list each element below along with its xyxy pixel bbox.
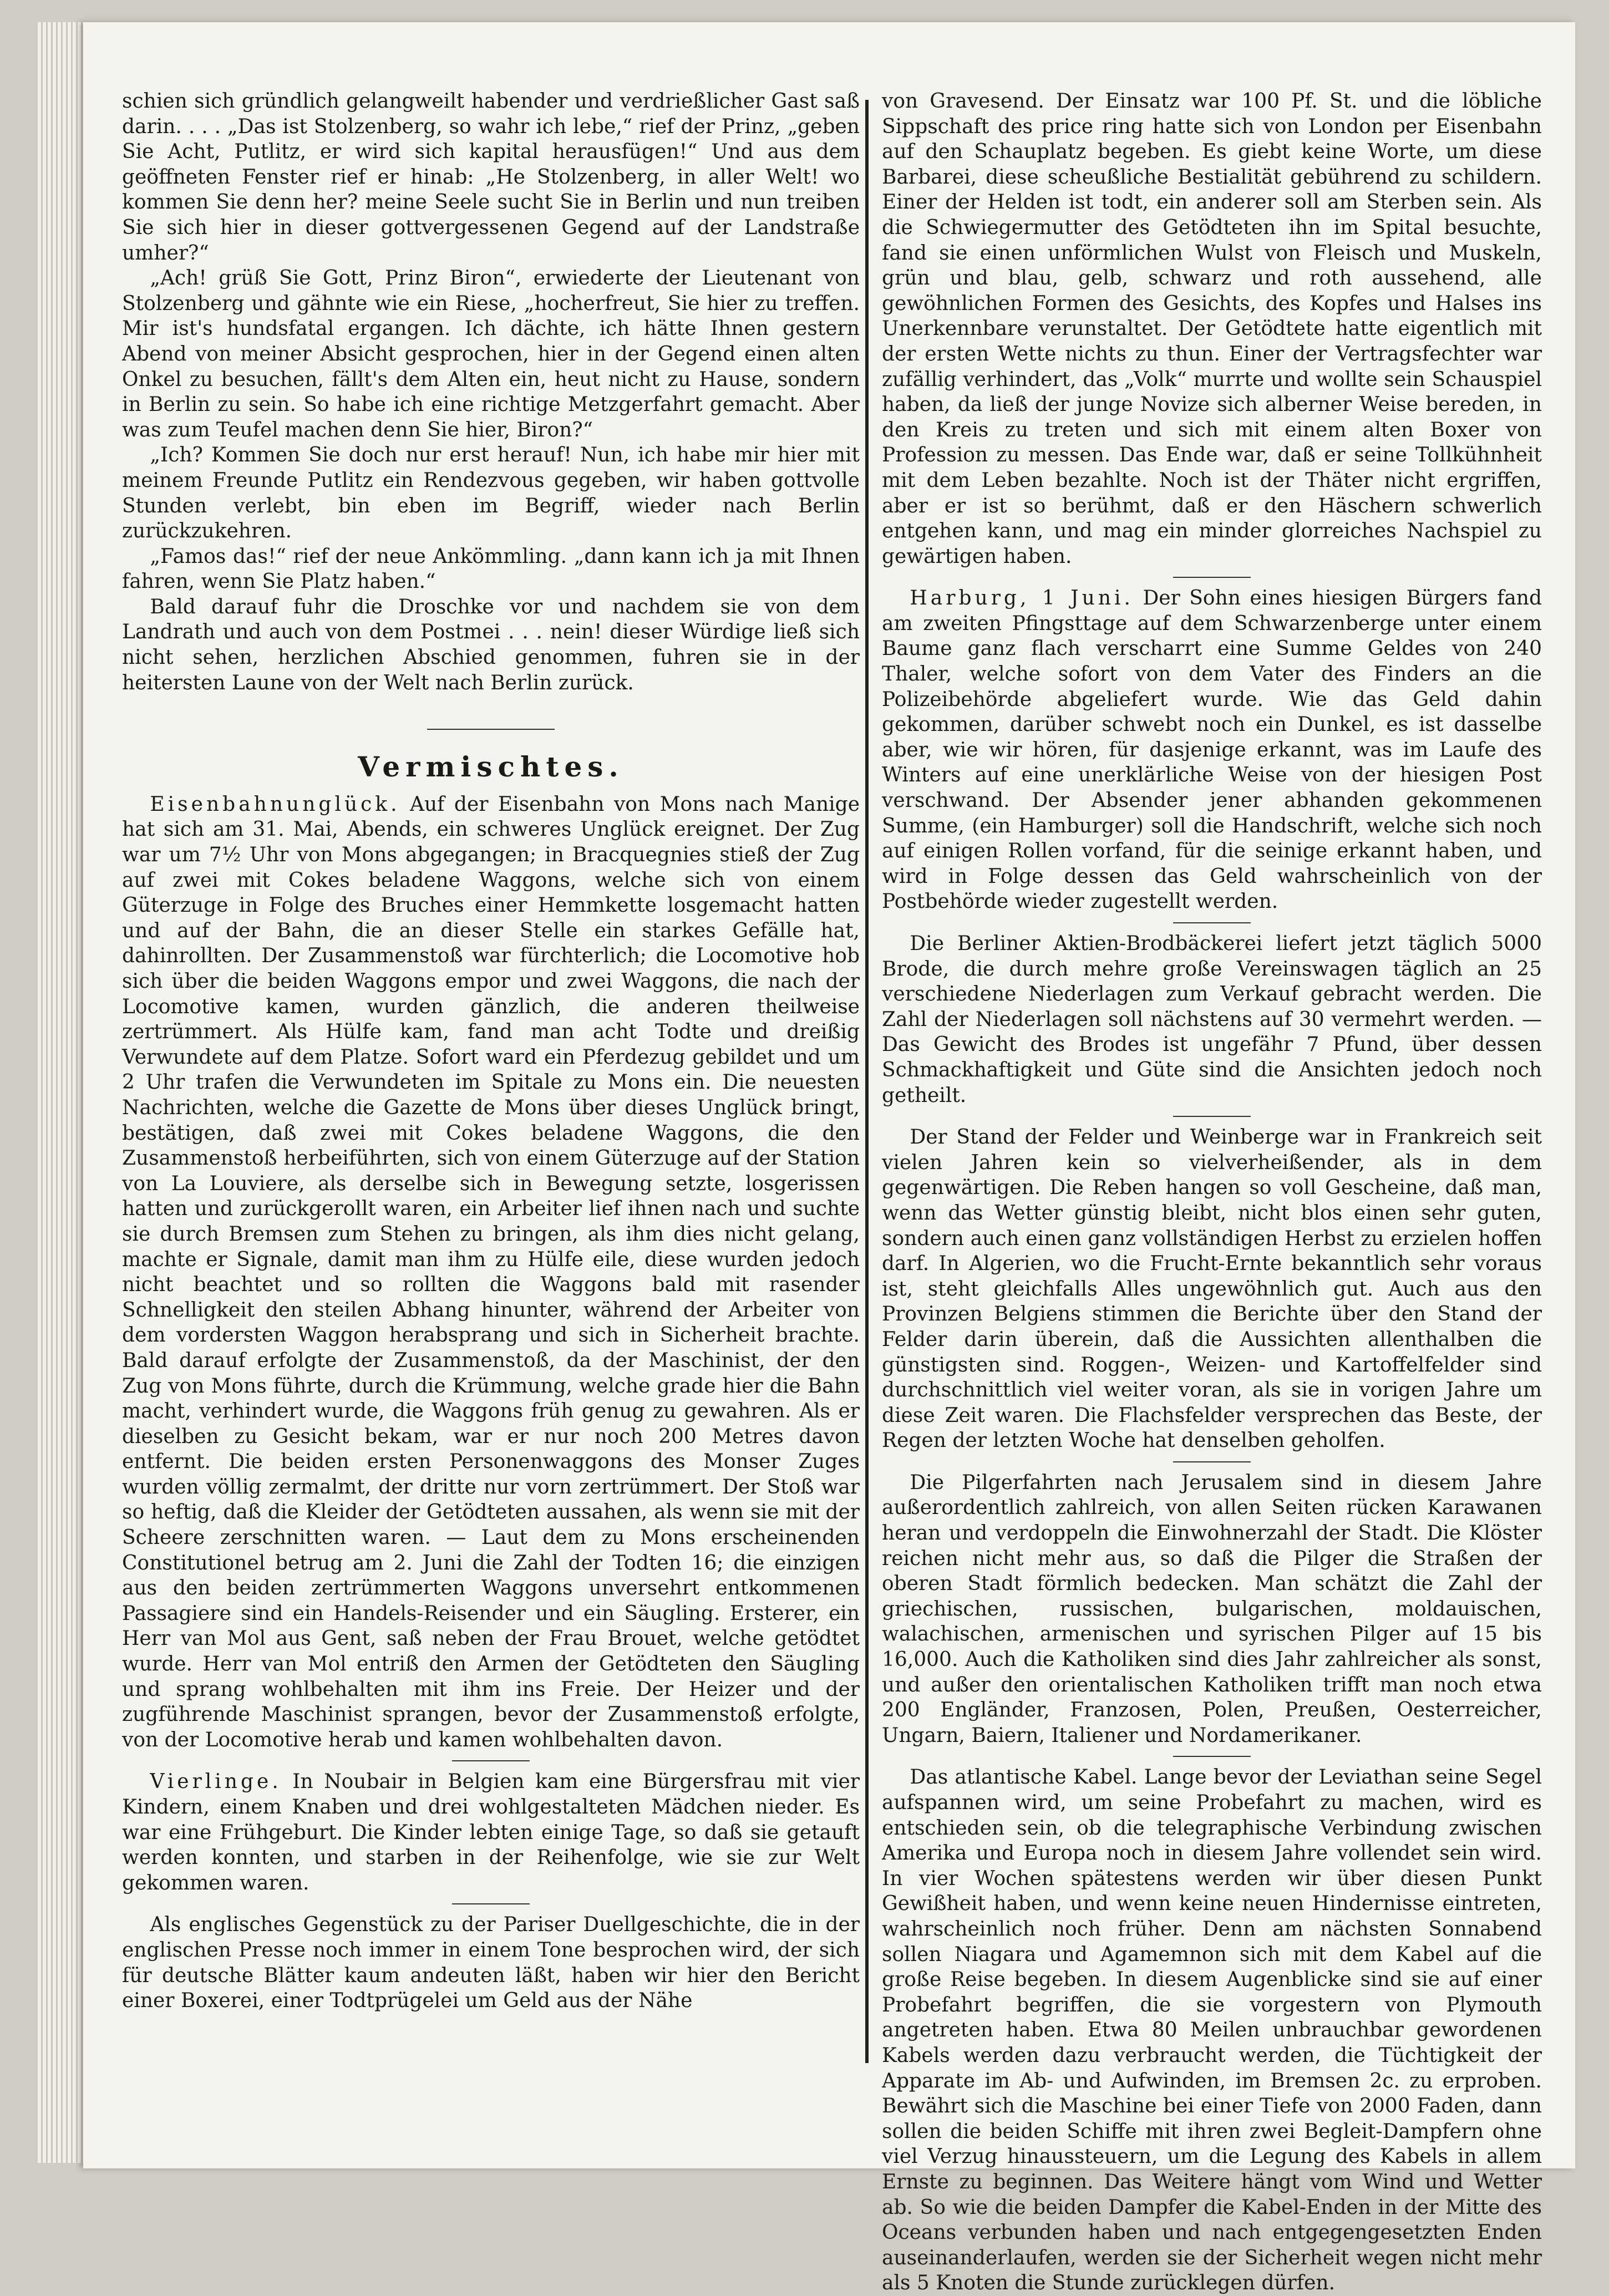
news-item-body: Der Sohn eines hiesigen Bürgers fand am zweiten Pfingsttage auf dem Schwarzenberge unter einem Baume ganz flach verscharrt eine Summe Geldes von 240 Thaler, welche sofort von dem Vater des Finders an die Polizeibehörde abgeliefert wurde. Wie das Geld dahin gekommen, darüber schwebt noch ein Dunkel, es ist dasselbe aber, wie wir hören, für dasjenige erkannt, was im Laufe des Winters auf eine unerklärliche Weise von der hiesigen Post verschwand. Der Absender jener abhanden gekommenen Summe, (ein Hamburger) soll die Handschrift, welche sich noch auf einigen Rollen vorfand, für die seinige erkannt haben, und wird in Folge dessen das Geld wahrscheinlich von der Postbehörde wieder zugestellt werden. (882, 587, 1542, 913)
news-item (122, 792, 860, 1753)
news-item-lead: Eisenbahnunglück. (150, 793, 400, 816)
story-paragraph: Bald darauf fuhr die Droschke vor und nachdem sie von dem Landrath und auch von dem Postmei . . . nein! dieser Würdige ließ sich nicht sehen, herzlichen Abschied genommen, fuhren sie in der heitersten Laune von der Welt nach Berlin zurück. (122, 595, 860, 694)
story-paragraph: schien sich gründlich gelangweilt habender und verdrießlicher Gast saß darin. . . . „Das ist Stolzenberg, so wahr ich lebe,“ rief der Prinz, „geben Sie Acht, Putlitz, er wird sich kapital herausfügen!“ Und aus dem geöffneten Fenster rief er hinab: „He Stolzenberg, in aller Welt! wo kommen Sie denn her? meine Seele sucht Sie in Berlin und nun treiben Sie sich hier in dieser gottvergessenen Gegend auf der Landstraße umher?“ (122, 90, 860, 265)
story-paragraph: „Ach! grüß Sie Gott, Prinz Biron“, erwiederte der Lieutenant von Stolzenberg und gähnte wie ein Riese, „hocherfreut, Sie hier zu treffen. Mir ist's hundsfatal ergangen. Ich dächte, ich hätte Ihnen gestern Abend von meiner Absicht gesprochen, hier in der Gegend einen alten Onkel zu besuchen, fällt's dem Alten ein, heut nicht zu Hause, sondern in Berlin zu sein. So habe ich eine richtige Metzgerfahrt gemacht. Aber was zum Teufel machen denn Sie hier, Biron?“ (122, 267, 860, 441)
column-divider (865, 100, 869, 2063)
item-separator (452, 1903, 530, 1904)
item-separator (1173, 1116, 1251, 1117)
news-item: von Gravesend. Der Einsatz war 100 Pf. St. und die löbliche Sippschaft des price ring hatte sich von London per Eisenbahn auf den Schauplatz begeben. Es giebt keine Worte, um diese Barbarei, diese scheußliche Bestialität gebührend zu schildern. Einer der Helden ist todt, ein anderer soll am Sterben sein. Als die Schwiegermutter des Getödteten ihn im Spital besuchte, fand sie einen unförmlichen Wulst von Fleisch und Muskeln, grün und blau, gelb, schwarz und roth aussehend, alle gewöhnlichen Formen des Gesichts, des Kopfes und Halses ins Unerkennbare verunstaltet. Der Getödtete hatte eigentlich mit der ersten Wette nichts zu thun. Einer der Vertragsfechter war zufällig verhindert, das „Volk“ murrte und wollte sein Schauspiel haben, da ließ der junge Novize sich alberner Weise bereden, in den Kreis zu treten und sich mit einem alten Boxer von Profession zu messen. Das Ende war, daß er seine Tollkühnheit mit dem Leben bezahlte. Noch ist der Thäter nicht ergriffen, aber er ist so berühmt, daß er den Häschern schwerlich entgehen kann, und mag ein minder glorreiches Nachspiel zu gewärtigen haben. (882, 90, 1542, 568)
section-rule (427, 729, 555, 730)
story-paragraph: „Famos das!“ rief der neue Ankömmling. „dann kann ich ja mit Ihnen fahren, wenn Sie Platz haben.“ (122, 545, 860, 593)
news-item: Der Stand der Felder und Weinberge war in Frankreich seit vielen Jahren kein so vielverheißender, als in dem gegenwärtigen. Die Reben hangen so voll Gescheine, daß man, wenn das Wetter günstig bleibt, nicht blos einen sehr guten, sondern auch einen ganz vollständigen Herbst zu erzielen hoffen darf. In Algerien, wo die Frucht-Ernte bekanntlich sehr voraus ist, steht gleichfalls Alles ungewöhnlich gut. Auch aus den Provinzen Belgiens stimmen die Berichte über den Stand der Felder darin überein, daß die Aussichten allenthalben die günstigsten sind. Roggen-, Weizen- und Kartoffelfelder sind durchschnittlich viel weiter voran, als sie in vorigen Jahre um diese Zeit waren. Die Flachsfelder versprechen das Beste, der Regen der letzten Woche hat denselben geholfen. (882, 1126, 1542, 1452)
news-item: Das atlantische Kabel. Lange bevor der Leviathan seine Segel aufspannen wird, um seine Probefahrt zu machen, wird es entschieden sein, ob die telegraphische Verbindung zwischen Amerika und Europa noch in diesem Jahre vollendet sein wird. In vier Wochen spätestens werden wir über diesen Punkt Gewißheit haben, und wenn keine neuen Hindernisse eintreten, wahrscheinlich noch früher. Denn am nächsten Sonnabend sollen Niagara und Agamemnon sich mit dem Kabel auf die große Reise begeben. In diesem Augenblicke sind sie auf einer Probefahrt begriffen, die sie vorgestern von Plymouth angetreten haben. Etwa 80 Meilen unbrauchbar gewordenen Kabels werden dazu verbraucht werden, die Tüchtigkeit der Apparate im Ab- und Aufwinden, im Bremsen 2c. zu erproben. Bewährt sich die Maschine bei einer Tiefe von 2000 Faden, dann sollen die beiden Schiffe mit ihren zwei Begleit-Dampfern ohne viel Verzug hinaussteuern, um die Legung des Kabels in allem Ernste zu beginnen. Das Weitere hängt vom Wind und Wetter ab. So wie die beiden Dampfer die Kabel-Enden in der Mitte des Oceans verbunden haben und nach entgegengesetzten Enden auseinanderlaufen, werden sie der Sicherheit wegen nicht mehr als 5 Knoten die Stunde zurücklegen dürfen. (882, 1766, 1542, 2295)
news-item (122, 1769, 860, 1896)
left-column (122, 89, 860, 2014)
item-separator (1173, 577, 1251, 578)
news-item-lead: Vierlinge. (150, 1770, 282, 1794)
item-separator (1173, 922, 1251, 923)
news-item-lead: Harburg, 1 Juni. (910, 587, 1134, 610)
item-separator (1173, 1756, 1251, 1757)
item-separator (1173, 1461, 1251, 1462)
section-heading: Vermischtes. (358, 750, 624, 784)
news-item: Als englisches Gegenstück zu der Pariser Duellgeschichte, die in der englischen Presse noch immer in einem Tone besprochen wird, der sich für deutsche Blätter kaum andeuten läßt, haben wir hier den Bericht einer Boxerei, einer Todtprügelei um Geld aus der Nähe (122, 1913, 860, 2013)
news-item: Die Berliner Aktien-Brodbäckerei liefert jetzt täglich 5000 Brode, die durch mehre große Vereinswagen täglich an 25 verschiedene Niederlagen zum Verkauf gebracht werden. Die Zahl der Niederlagen soll nächstens auf 30 vermehrt werden. — Das Gewicht des Brodes ist ungefähr 7 Pfund, über dessen Schmackhaftigkeit und Güte sind die Ansichten jedoch noch getheilt. (882, 932, 1542, 1107)
news-item: Die Pilgerfahrten nach Jerusalem sind in diesem Jahre außerordentlich zahlreich, von allen Seiten rücken Karawanen heran und verdoppeln die Einwohnerzahl der Stadt. Die Klöster reichen nicht mehr aus, so daß die Pilger die Straßen der oberen Stadt förmlich bedecken. Man schätzt die Zahl der griechischen, russischen, bulgarischen, moldauischen, walachischen, armenischen und syrischen Pilger auf 15 bis 16,000. Auch die Katholiken sind dies Jahr zahlreicher als sonst, und außer den orientalischen Katholiken trifft man noch etwa 200 Engländer, Franzosen, Polen, Preußen, Oesterreicher, Ungarn, Baiern, Italiener und Nordamerikaner. (882, 1471, 1542, 1747)
item-separator (452, 1760, 530, 1761)
news-item-body: Auf der Eisenbahn von Mons nach Manige hat sich am 31. Mai, Abends, ein schweres Unglück ereignet. Der Zug war um 7½ Uhr von Mons abgegangen; in Bracquegnies stieß der Zug auf zwei mit Cokes beladene Waggons, welche sich von einem Güterzuge in Folge des Bruches einer Hemmkette losgemacht hatten und auf der Bahn, die an dieser Stelle ein starkes Gefälle hat, dahinrollten. Der Zusammenstoß war fürchterlich; die Locomotive hob sich über die beiden Waggons empor und zwei Waggons, die nach der Locomotive kamen, wurden gänzlich, die anderen theilweise zertrümmert. Als Hülfe kam, fand man acht Todte und dreißig Verwundete auf dem Platze. Sofort ward ein Pferdezug gebildet und um 2 Uhr trafen die Verwundeten im Spitale zu Mons ein. Die neuesten Nachrichten, welche die Gazette de Mons über dieses Unglück bringt, bestätigen, daß zwei mit Cokes beladene Waggons, die den Zusammenstoß herbeiführten, sich von einem Güterzuge auf der Station von La Louviere, als derselbe sich in Bewegung setzte, losgerissen hatten und zurückgerollt waren, ein Arbeiter lief ihnen nach und suchte sie durch Bremsen zum Stehen zu bringen, als ihm dies nicht gelang, machte er Signale, damit man ihm zu Hülfe eile, diese wurden jedoch nicht beachtet und so rollten die Waggons bald mit rasender Schnelligkeit den steilen Abhang hinunter, während der Arbeiter von dem vordersten Waggon herabsprang und sich in Sicherheit brachte. Bald darauf erfolgte der Zusammenstoß, da der Maschinist, der den Zug von Mons führte, durch die Krümmung, welche grade hier die Bahn macht, verhindert wurde, die Waggons früh genug zu gewahren. Als er dieselben zu Gesicht bekam, war er nur noch 200 Metres davon entfernt. Die beiden ersten Personenwaggons des Monser Zuges wurden völlig zermalmt, der dritte nur vorn zertrümmert. Der Stoß war so heftig, daß die Kleider der Getödteten aussahen, als wenn sie mit der Scheere zerschnitten waren. — Laut dem zu Mons erscheinenden Constitutionel betrug am 2. Juni die Zahl der Todten 16; die einzigen aus den beiden zertrümmerten Waggons unversehrt entkommenen Passagiere sind ein Handels-Reisender und ein Säugling. Ersterer, ein Herr van Mol aus Gent, saß neben der Frau Brouet, welche getödtet wurde. Herr van Mol entriß den Armen der Getödteten den Säugling und sprang wohlbehalten mit ihm ins Freie. Der Heizer und der zugführende Maschinist sprangen, bevor der Zusammenstoß erfolgte, von der Locomotive herab und kamen wohlbehalten davon. (122, 793, 860, 1751)
right-column (882, 89, 1542, 2296)
news-item (882, 586, 1542, 915)
news-item-body: In Noubair in Belgien kam eine Bürgersfrau mit vier Kindern, einem Knaben und drei wohlgestalteten Mädchen nieder. Es war eine Frühgeburt. Die Kinder lebten einige Tage, so daß sie getauft werden konnten, und starben in der Reihenfolge, wie sie zur Welt gekommen waren. (122, 1770, 860, 1894)
story-paragraph: „Ich? Kommen Sie doch nur erst herauf! Nun, ich habe mir hier mit meinem Freunde Putlitz ein Rendezvous gegeben, wir haben gottvolle Stunden verlebt, bin eben im Begriff, wieder nach Berlin zurückzukehren. (122, 444, 860, 543)
